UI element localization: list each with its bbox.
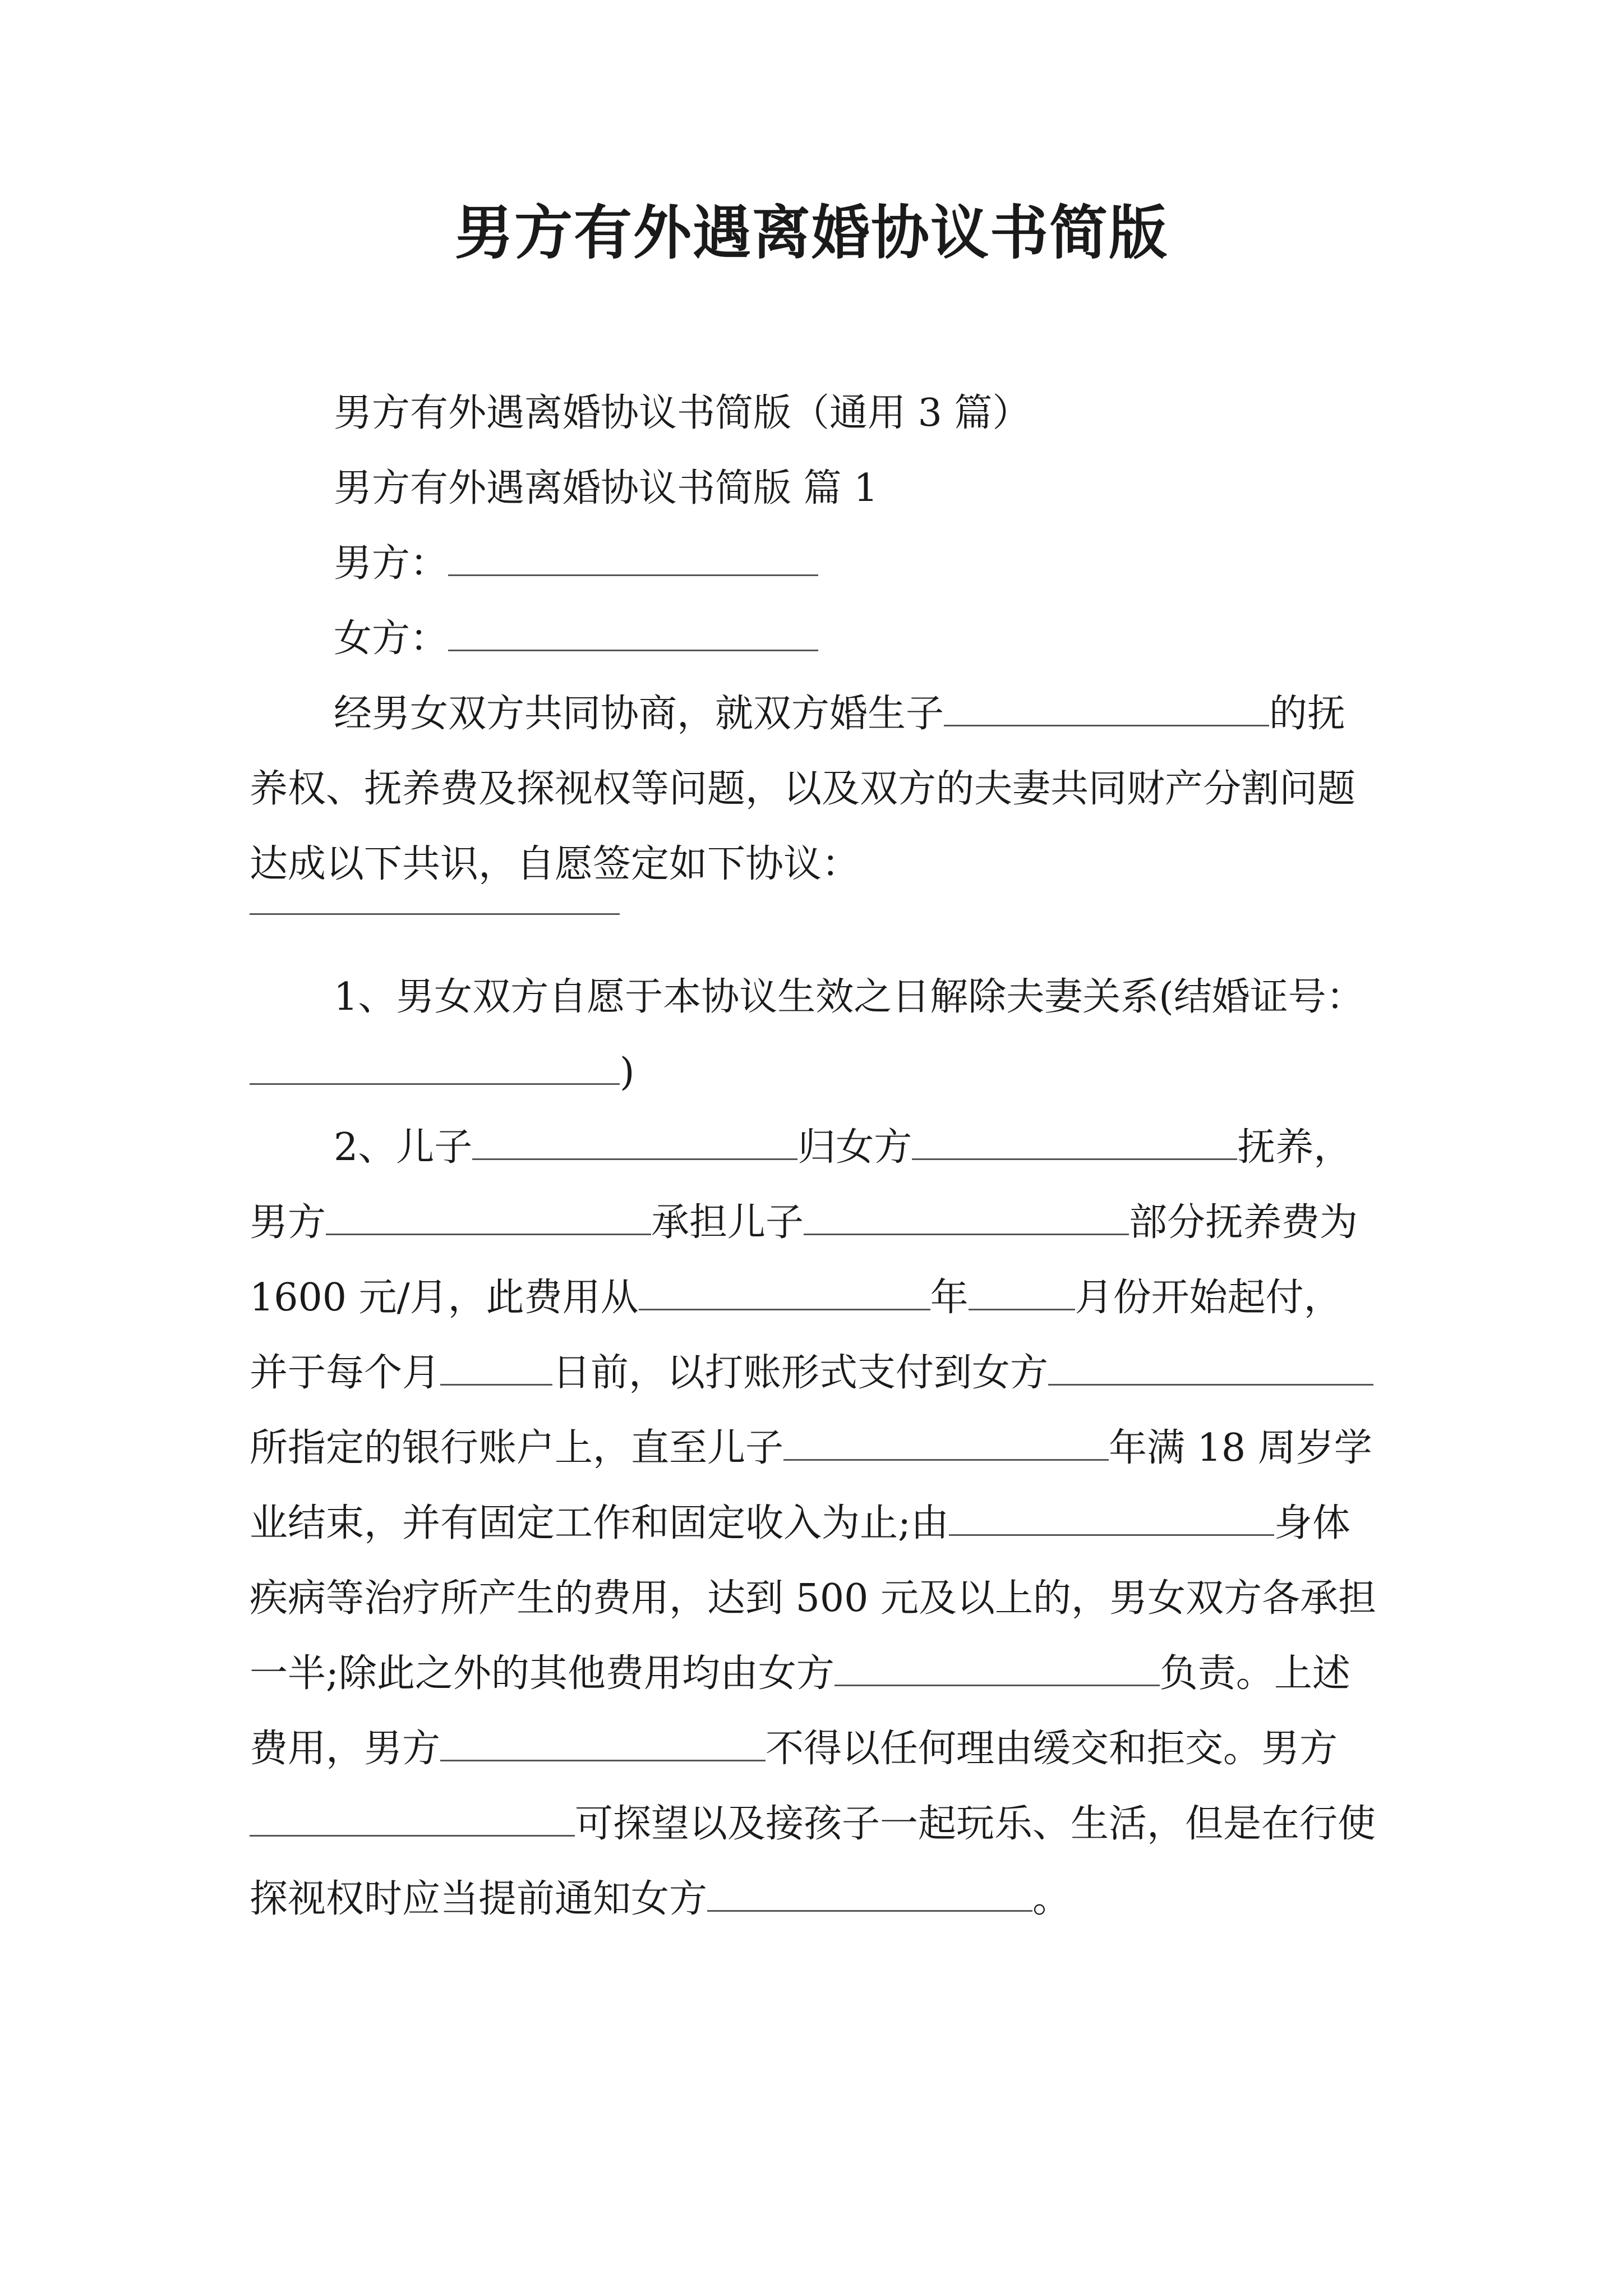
intro-text-a: 经男女双方共同协商，就双方婚生子 <box>334 692 944 736</box>
blank-9 <box>440 1727 766 1761</box>
document-body <box>250 376 1380 1937</box>
intro-text-b: 的抚养权、抚养费及探视权等问题，以及双方的夫妻共同财产分割问题达成以下共识，自愿签定如下协议： <box>250 692 1356 886</box>
blank-7 <box>949 1502 1274 1536</box>
clause-2-text-12: 负责。上述费用，男方 <box>250 1651 1350 1771</box>
male-label: 男方： <box>334 541 449 586</box>
blank-4 <box>804 1201 1129 1235</box>
female-label: 女方： <box>334 616 449 661</box>
intro-paragraph <box>250 677 1380 902</box>
male-party-line <box>250 526 1380 601</box>
blank-year <box>639 1276 930 1310</box>
clause-2-text-11: 身体疾病等治疗所产生的费用，达到 500 元及以上的，男女双方各承担一半;除此之外的其他费用均由女方 <box>250 1501 1377 1696</box>
clause-2-text-5: 部分抚养费为 1600 元/月，此费用从 <box>250 1200 1358 1320</box>
clause-2-text-15: 。 <box>1032 1877 1071 1921</box>
child-name-blank <box>944 692 1269 726</box>
blank-2 <box>912 1126 1237 1160</box>
blank-day <box>440 1351 552 1386</box>
blank-1 <box>472 1126 797 1160</box>
marriage-cert-blank <box>250 1051 620 1085</box>
blank-6 <box>783 1427 1109 1461</box>
male-name-blank <box>448 542 818 576</box>
clause-1 <box>250 960 1380 1110</box>
blank-10 <box>250 1802 575 1837</box>
clause-2-text-9: 所指定的银行账户上，直至儿子 <box>250 1426 784 1470</box>
clause-1-text-b: ) <box>620 1050 635 1094</box>
clause-2-text-4: 承担儿子 <box>651 1200 804 1245</box>
clause-2-text-6: 年 <box>930 1276 969 1320</box>
blank-11 <box>707 1878 1032 1912</box>
blank-5 <box>1048 1351 1373 1386</box>
clause-1-text-a: 1、男女双方自愿于本协议生效之日解除夫妻关系(结婚证号： <box>334 975 1364 1019</box>
clause-2-text-14: 可探望以及接孩子一起玩乐、生活，但是在行使探视权时应当提前通知女方 <box>250 1802 1376 1921</box>
clause-2-text-8: 日前，以打账形式支付到女方 <box>552 1351 1049 1395</box>
blank-3 <box>326 1201 651 1235</box>
intro-line: 男方有外遇离婚协议书简版（通用 3 篇） <box>334 391 1031 435</box>
clause-2 <box>250 1110 1380 1937</box>
clause-2-text-2: 归女方 <box>797 1125 912 1170</box>
blank-month <box>969 1276 1075 1310</box>
clause-2-text-3: 抚养，男方 <box>250 1125 1352 1245</box>
agreement-blank-line <box>250 913 620 915</box>
document-title: 男方有外遇离婚协议书简版 <box>454 198 1168 267</box>
clause-2-text-13: 不得以任何理由缓交和拒交。男方 <box>766 1727 1338 1771</box>
clause-2-text-7: 月份开始起付，并于每个月 <box>250 1276 1342 1395</box>
female-party-line <box>250 601 1380 677</box>
section-heading: 男方有外遇离婚协议书简版 篇 1 <box>334 466 878 510</box>
blank-8 <box>834 1652 1160 1686</box>
clause-2-text-1: 2、儿子 <box>334 1125 473 1170</box>
clause-2-text-10: 年满 18 周岁学业结束，并有固定工作和固定收入为止;由 <box>250 1426 1372 1545</box>
female-name-blank <box>448 617 818 651</box>
